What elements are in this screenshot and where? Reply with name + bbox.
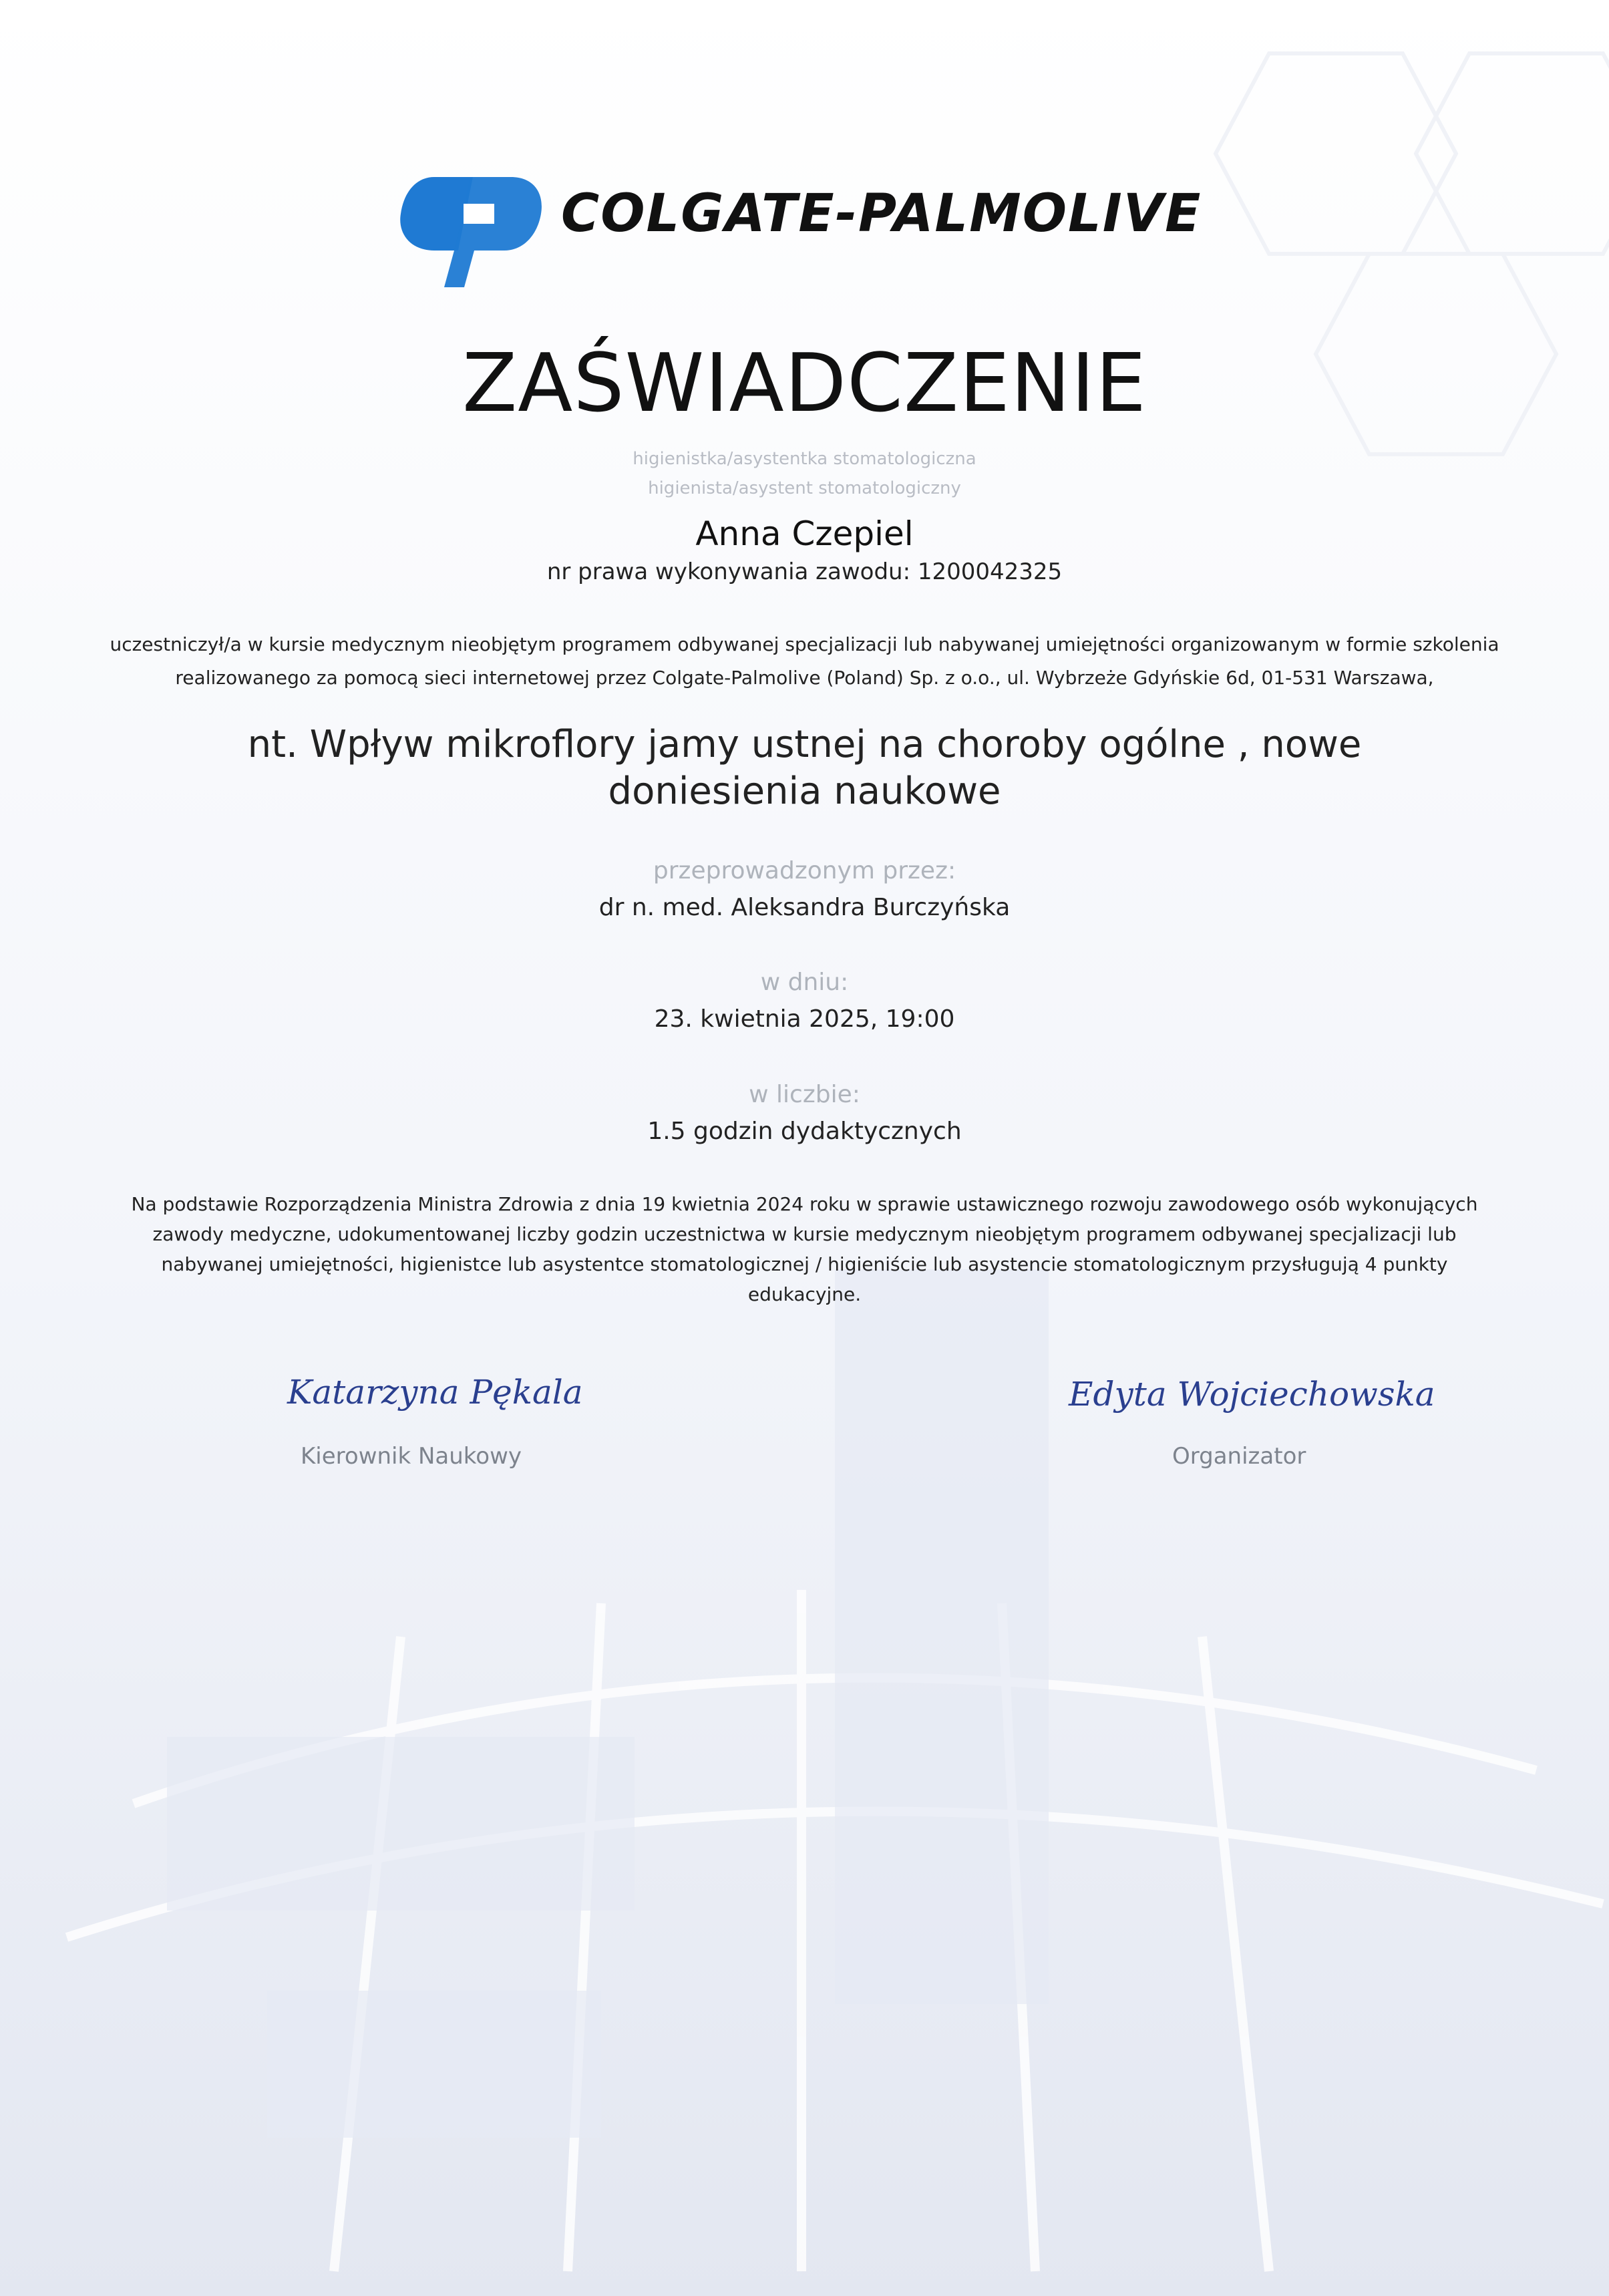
signature-role-organizer: Organizator <box>1172 1443 1306 1470</box>
legal-basis: Na podstawie Rozporządzenia Ministra Zdrowia z dnia 19 kwietnia 2024 roku w sprawie ustawicznego rozwoju zawodowego osób wykonujących zawody medyczne, udokumentowanej liczby godzin uczestnictwa w kursie medycznym nieobjętym programem odbywanej specjalizacji lub nabywanej umiejętności, higienistce lub asystentce stomatologicznej / higieniście lub asystencie stomatologicznym przysługują 4 punkty edukacyjne. <box>131 1193 1478 1305</box>
participation-statement: uczestniczył/a w kursie medycznym nieobjętym programem odbywanej specjalizacji lub nabywanej umiejętności organizowanym w formie szkolenia realizowanego za pomocą sieci internetowej przez Colgate-Palmolive (Poland) Sp. z o.o., ul. Wybrzeże Gdyńskie 6d, 01-531 Warszawa, <box>110 633 1499 689</box>
conducted-by-label: przeprowadzonym przez: <box>653 857 956 884</box>
course-date: 23. kwietnia 2025, 19:00 <box>654 1005 955 1033</box>
hours-label: w liczbie: <box>749 1081 860 1108</box>
role-male: higienista/asystent stomatologiczny <box>648 478 961 498</box>
participant-name: Anna Czepiel <box>695 514 914 553</box>
date-label: w dniu: <box>760 969 849 996</box>
colgate-palmolive-logo-icon <box>394 164 548 287</box>
certificate-title: ZAŚWIADCZENIE <box>462 337 1147 430</box>
course-topic: nt. Wpływ mikroflory jamy ustnej na choroby ogólne , nowe doniesienia naukowe <box>247 723 1362 813</box>
signature-organizer: Edyta Wojciechowska <box>1069 1375 1435 1414</box>
signature-role-scientific-director: Kierownik Naukowy <box>301 1443 522 1470</box>
instructor-name: dr n. med. Aleksandra Burczyńska <box>598 894 1011 921</box>
license-number: nr prawa wykonywania zawodu: 1200042325 <box>546 558 1063 585</box>
colgate-palmolive-logo <box>394 164 1229 287</box>
course-hours: 1.5 godzin dydaktycznych <box>647 1118 962 1145</box>
role-female: higienistka/asystentka stomatologiczna <box>633 449 976 469</box>
brand-name: COLGATE-PALMOLIVE <box>561 184 1202 244</box>
signature-scientific-director: Katarzyna Pękala <box>287 1373 583 1412</box>
